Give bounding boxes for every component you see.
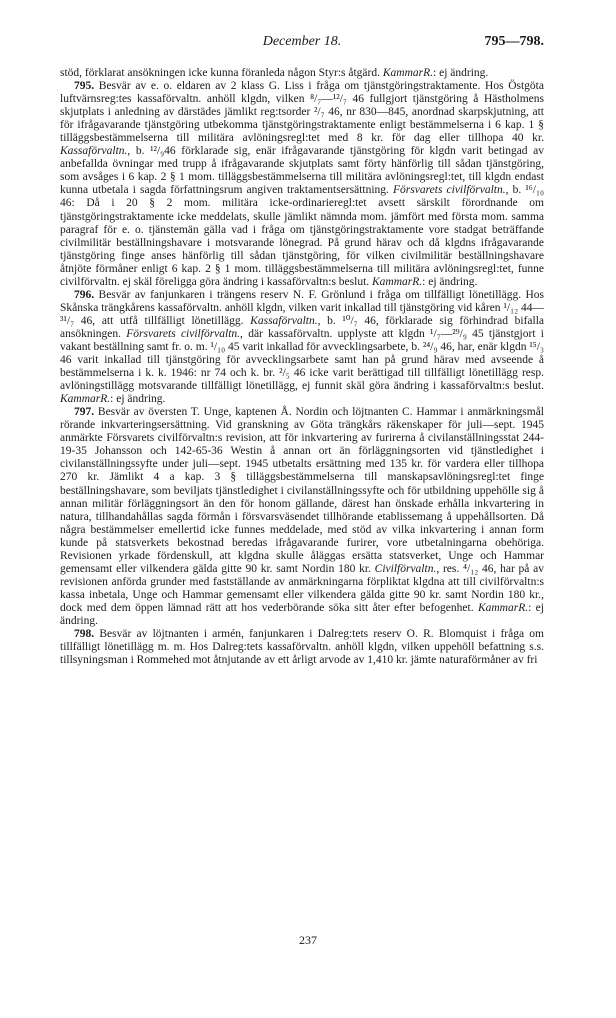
entry-text: Besvär av e. o. eldaren av 2 klass G. Liss i fråga om tjänstgöringstraktamente. Hos Östgöta luftvärnsreg:tes kassaförvaltn. anhöll klgdn, vilken ⁸/₇—¹²/₇ 46 fullgjort tjänstgöring å Hästholmens skjutplats i anledning av därstädes jämlikt reg:tsorder ²/₇ 46, nr 830—845, anordnad skarpskjutning, att för ifrågavarande tjänstgöring utbekomma tjänstgöringstraktamente enligt bestämmelserna i 6 kap. 1 § tilläggsbestämmelserna till militära avlöningsregl:tet med 8 kr. för dag eller tillhopa 40 kr. <box>60 80 544 145</box>
entry-authority-italic: KammarR. <box>372 275 423 288</box>
body-text <box>60 67 544 667</box>
header-entry-range: 795—798. <box>484 34 544 49</box>
entry-number: 796. <box>74 288 95 301</box>
entry-text: , där kassaförvaltn. upplyste att klgdn ¹/₇—²⁹/₉ 45 tjänstgjort i vakant beställning samt fr. o. m. ¹/₁₀ 45 varit inkallad för avvecklingsarbete, b. ²⁴/₉ 46, har, enär klgdn ¹⁵/₃ 46 varit inkallad till tjänstgöring för avvecklingsarbete samt han på grund härav med avseende å bestämmelserna i k. k. 1946: nr 74 och k. br. ²/₅ 46 icke varit berättigad till tillfälligt lönetillägg resp. avlöningstillägg motsvarande tillfälligt lönetillägg, ej funnit skäl göra ändring i kassaförvaltn:s beslut. <box>60 327 544 393</box>
continuation-decision: KammarR. <box>382 67 434 79</box>
entry-authority-italic: Kassaförvaltn. <box>250 314 318 327</box>
entry-text: Besvär av löjtnanten i armén, fanjunkaren i Dalreg:tets reserv O. R. Blomquist i fråga om tillfälligt lönetillägg m. m. Hos Dalreg:tets kassaförvaltn. anhöll klgdn, vilken uppehöll befattning s.s. tillsyningsman i Rommehed mot åtnjutande av ett årligt arvode av 1,410 kr. jämte naturaförmåner av fri <box>60 628 544 667</box>
entry-paragraph <box>60 289 544 406</box>
entry-number: 798. <box>74 628 95 641</box>
entry-text: Besvär av översten T. Unge, kaptenen Å. Nordin och löjtnanten C. Hammar i anmärkningsmål rörande inkvarteringsersättning. Vid granskning av Göta trängkårs räkenskaper för juli—sept. 1945 anmärkte Försvarets civilförvaltn:s revision, att för inkvartering av furirerna å civilanställningsstat 244-19-35 Johansson och 142-65-36 Westin å annan ort än förläggningsorten vid tjänstledighet i civilanställningssyfte under juli—sept. 1945 utbetalts ersättning med 135 kr. för vardera eller tillhopa 270 kr. Jämlikt 4 a kap. 3 § tilläggsbestämmelserna till manskapsavlöningsregl:tet finge beställningshavare, som beviljats tjänstledighet i civilanställningssyfte och för utbildning uppehölle sig å annan militär förläggningsort än den för honom gällande, därest han önskade erhålla inkvartering in natura, tillhandahållas sagda förmån i försvarsväsendet tillhörande etablissemang å uppehållsorten. Då några bestämmelser emellertid icke funnes meddelade, med stöd av vilka inkvartering i annan form kunde på statsverkets bekostnad beredas ifrågavarande furirer, vore utbetalningarna obehöriga. Revisionen yrkade fördenskull, att klgdna skulle åläggas ersätta statsverket, Unge och Hammar gemensamt eller vilkendera gälda gitte 90 kr. samt Nordin 180 kr. <box>60 406 544 575</box>
entry-paragraph <box>60 628 544 667</box>
continuation-paragraph <box>60 67 544 80</box>
entry-number: 797. <box>74 406 95 419</box>
entry-authority-italic: Civilförvaltn. <box>374 562 437 575</box>
entry-text: : ej ändring. <box>60 601 544 627</box>
running-header <box>60 34 544 54</box>
page-number: 237 <box>299 933 317 947</box>
entry-text: , b. ¹⁶/₁₀ 46: Då i 20 § 2 mom. militära icke-ordinarieregl:tet avsett särskilt förordnande om tjänstgöringstraktamente icke meddelats, skulle jämlikt nämnda mom. jämfört med första mom. samma paragraf för e. o. tjänstemän gälla vad i fråga om tjänstgöringstraktamente vore stadgat beträffande civilmilitär beställningshavare i motsvarande lönegrad. På grund härav och då klgdns ifrågavarande tjänstgöring finge anses hänförlig till sådan tjänstgöring, för vilken civilmilitär beställningshavare åtnjöte förmåner enligt 6 kap. 2 § 1 mom. tilläggsbestämmelserna till militära avlöningsregl:tet, funne civilförvaltn. ej skäl föreligga göra ändring i kassaförvaltn:s beslut. <box>60 184 544 288</box>
entry-authority-italic: KammarR. <box>477 601 529 614</box>
continuation-tail: : ej ändring. <box>433 67 489 79</box>
entry-text: , b. ¹⁰/₇ 46, förklarade sig förhindrad bifalla ansökningen. <box>60 314 544 340</box>
entry-text: : ej ändring. <box>110 393 166 406</box>
entry-authority-italic: Försvarets civilförvaltn. <box>126 327 241 340</box>
entry-authority-italic: Försvarets civilförvaltn. <box>393 184 506 197</box>
entry-authority-italic: Kassaförvaltn. <box>60 145 128 158</box>
entry-text: , res. ⁴/₁₂ 46, har på av revisionen anförda grunder med fastställande av anmärkningarna förpliktat klgdna att till civilförvaltn:s kassa inbetala, Unge och Hammar gemensamt eller vilkendera gälda gitte 90 kr. samt Nordin 180 kr., dock med dem öppen lämnad rätt att hos vederbörande söka sitt åter efter befogenhet. <box>60 562 544 614</box>
entry-number: 795. <box>74 80 95 93</box>
entry-text: : ej ändring. <box>422 275 478 288</box>
entry-paragraph <box>60 406 544 628</box>
entry-paragraph <box>60 80 544 289</box>
entry-text: Besvär av fanjunkaren i trängens reserv N. F. Grönlund i fråga om tillfälligt lönetillägg. Hos Skånska trängkårens kassaförvaltn. anhöll klgdn, vilken varit inkallad till tjänstgöring vid kåren ¹/₁₂ 44—³¹/₇ 46, att utfå tillfälligt lönetillägg. <box>60 288 544 327</box>
header-date-title: December 18. <box>262 34 342 49</box>
continuation-text: stöd, förklarat ansökningen icke kunna föranleda någon Styr:s åtgärd. <box>60 67 383 79</box>
entry-authority-italic: KammarR. <box>60 393 111 406</box>
entry-text: , b. ¹²/₉46 förklarade sig, enär ifrågavarande tjänstgöring för klgdn varit betingad av anbefallda övningar med trupp å ifrågavarande skjutplats samt förty hänförlig till sådan tjänstgöring, som avsåges i 6 kap. 2 § 1 mom. tilläggsbestämmelserna till militära avlöningsregl:tet, till klgdn endast kunna utbetala i sagda författningsrum angiven traktamentsersättning. <box>60 145 544 197</box>
